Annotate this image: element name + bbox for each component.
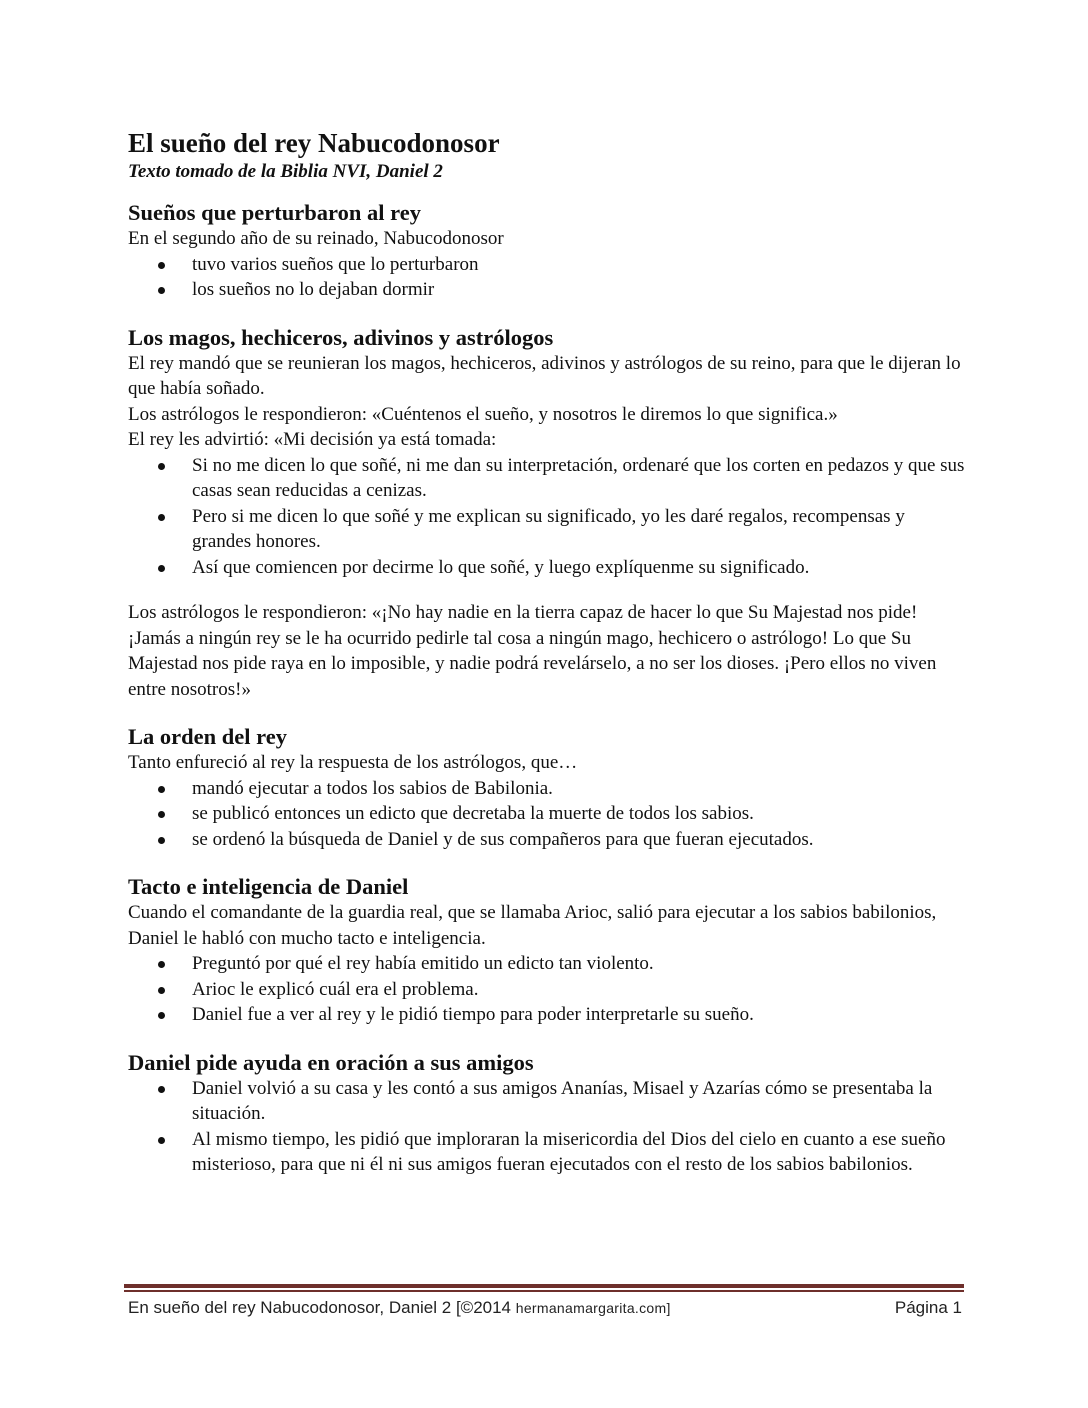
bullet-dot-icon	[158, 1086, 165, 1093]
section-heading: Sueños que perturbaron al rey	[128, 200, 421, 225]
footer-site: hermanamargarita.com]	[515, 1300, 671, 1316]
list-item: tuvo varios sueños que lo perturbaron	[128, 252, 968, 278]
list-item: mandó ejecutar a todos los sabios de Babilonia.	[128, 776, 968, 802]
page-number: Página 1	[894, 1298, 962, 1317]
section-heading: Los magos, hechiceros, adivinos y astrólogos	[128, 324, 554, 350]
bullet-dot-icon	[158, 287, 165, 294]
section-suenos	[128, 200, 968, 303]
bullet-dot-icon	[158, 811, 165, 818]
section-orden	[128, 724, 968, 852]
list-item: Preguntó por qué el rey había emitido un edicto tan violento.	[128, 951, 968, 977]
section-oracion	[128, 1050, 968, 1178]
paragraph: Los astrólogos le respondieron: «¡No hay nadie en la tierra capaz de hacer lo que Su Majestad nos pide! ¡Jamás a ningún rey se le ha ocurrido pedirle tal cosa a ningún mago, hechicero o astrólogo! Lo que Su Majestad nos pide raya en lo imposible, y nadie podrá revelárselo, a no ser los dioses. ¡Pero ellos no viven entre nosotros!»	[128, 602, 937, 700]
section-heading: Tacto e inteligencia de Daniel	[128, 874, 409, 899]
section-tacto	[128, 874, 968, 1028]
list-item: los sueños no lo dejaban dormir	[128, 277, 968, 303]
paragraph: El rey mandó que se reunieran los magos, hechiceros, adivinos y astrólogos de su reino, para que le dijeran lo que había soñado.	[128, 352, 961, 399]
list-item: Al mismo tiempo, les pidió que imploraran la misericordia del Dios del cielo en cuanto a ese sueño misterioso, para que ni él ni sus amigos fueran ejecutados con el resto de los sabios babilonios.	[128, 1127, 968, 1178]
bullet-dot-icon	[158, 565, 165, 572]
page-footer	[128, 1296, 962, 1320]
bullet-list	[128, 951, 968, 1028]
bullet-dot-icon	[158, 987, 165, 994]
paragraph: El rey les advirtió: «Mi decisión ya está tomada:	[128, 429, 497, 450]
list-item: Pero si me dicen lo que soñé y me explican su significado, yo les daré regalos, recompensas y grandes honores.	[128, 504, 968, 555]
footer-divider	[124, 1284, 964, 1292]
section-intro: Cuando el comandante de la guardia real, que se llamaba Arioc, salió para ejecutar a los sabios babilonios, Daniel le habló con mucho tacto e inteligencia.	[128, 902, 937, 949]
document-page	[128, 126, 968, 1200]
list-item: Si no me dicen lo que soñé, ni me dan su interpretación, ordenaré que los corten en pedazos y que sus casas sean reducidas a cenizas.	[128, 453, 968, 504]
list-item: Daniel fue a ver al rey y le pidió tiempo para poder interpretarle su sueño.	[128, 1002, 968, 1028]
section-intro: En el segundo año de su reinado, Nabucodonosor	[128, 228, 504, 249]
bullet-dot-icon	[158, 1137, 165, 1144]
section-magos	[128, 325, 968, 703]
bullet-dot-icon	[158, 463, 165, 470]
bullet-list	[128, 776, 968, 853]
footer-text: En sueño del rey Nabucodonosor, Daniel 2 [©2014 hermanamargarita.com]	[128, 1298, 671, 1317]
bullet-dot-icon	[158, 514, 165, 521]
bullet-dot-icon	[158, 262, 165, 269]
section-intro: Tanto enfureció al rey la respuesta de los astrólogos, que…	[128, 752, 578, 773]
bullet-list	[128, 1076, 968, 1178]
bullet-dot-icon	[158, 1012, 165, 1019]
bullet-list	[128, 252, 968, 303]
list-item: Daniel volvió a su casa y les contó a sus amigos Ananías, Misael y Azarías cómo se presentaba la situación.	[128, 1076, 968, 1127]
section-heading: La orden del rey	[128, 724, 287, 749]
bullet-dot-icon	[158, 961, 165, 968]
document-title: El sueño del rey Nabucodonosor	[128, 128, 500, 158]
paragraph: Los astrólogos le respondieron: «Cuéntenos el sueño, y nosotros le diremos lo que significa.»	[128, 403, 838, 425]
bullet-list	[128, 453, 968, 581]
list-item: Arioc le explicó cuál era el problema.	[128, 977, 968, 1003]
list-item: Así que comiencen por decirme lo que soñé, y luego explíquenme su significado.	[128, 555, 968, 581]
list-item: se ordenó la búsqueda de Daniel y de sus compañeros para que fueran ejecutados.	[128, 827, 968, 853]
list-item: se publicó entonces un edicto que decretaba la muerte de todos los sabios.	[128, 801, 968, 827]
document-subtitle: Texto tomado de la Biblia NVI, Daniel 2	[128, 161, 443, 182]
bullet-dot-icon	[158, 837, 165, 844]
bullet-dot-icon	[158, 786, 165, 793]
section-heading: Daniel pide ayuda en oración a sus amigos	[128, 1049, 534, 1075]
